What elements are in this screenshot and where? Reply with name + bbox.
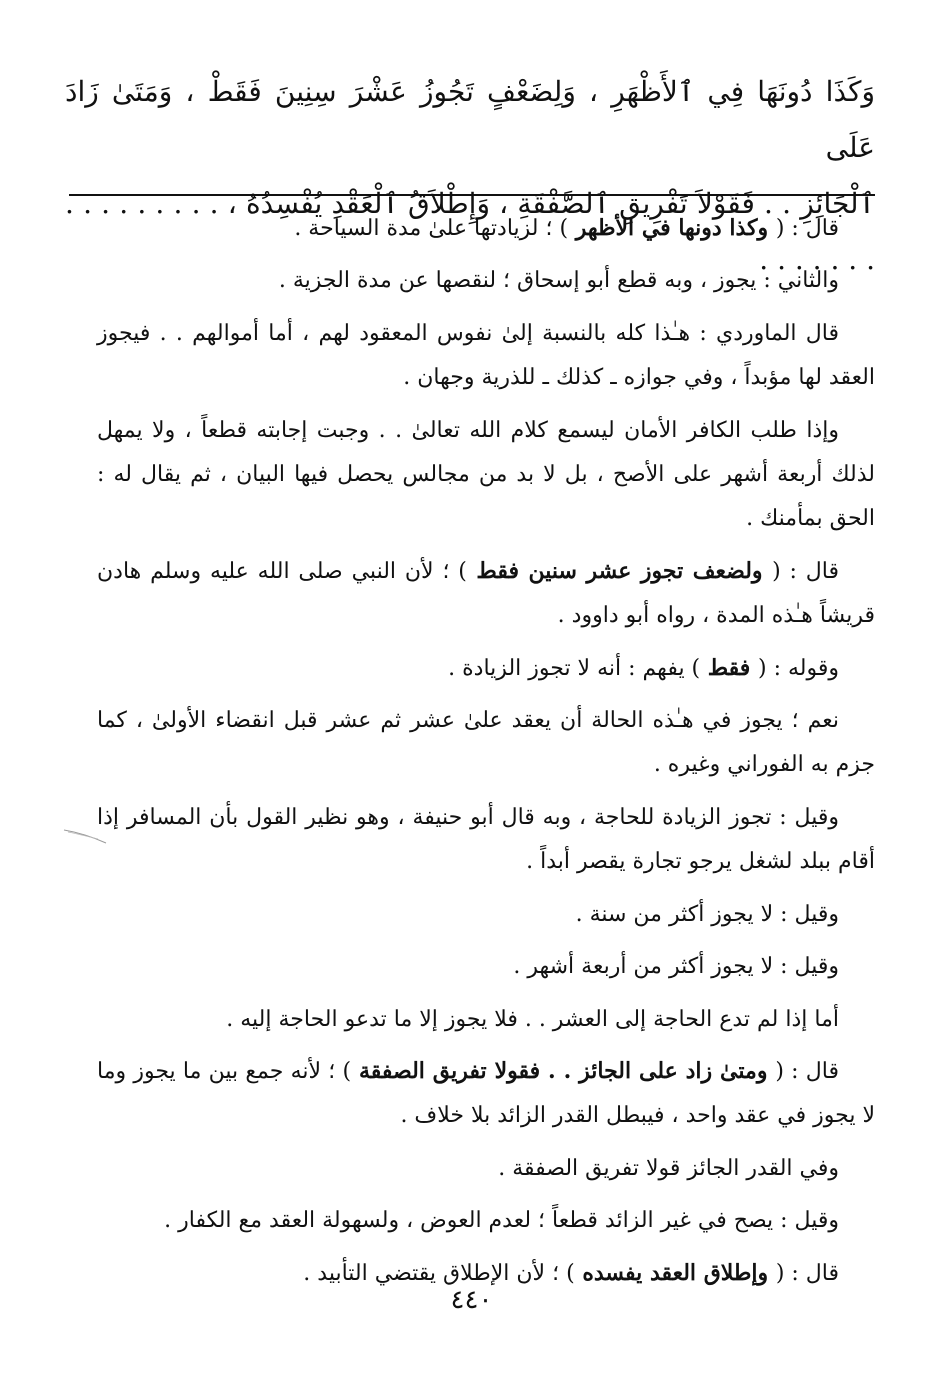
commentary-paragraph: وقيل : لا يجوز أكثر من أربعة أشهر . <box>513 954 839 980</box>
page-number: ٤٤٠ <box>450 1285 493 1315</box>
commentary-paragraph: قال : ( وكذا دونها في الأظهر ) ؛ لزيادتها علىٰ مدة السياحة . <box>294 215 839 241</box>
matn-line: وَكَذَا دُونَهَا فِي ٱلأَظْهَرِ ، وَلِضَعْفٍ تَجُوزُ عَشْرَ سِنِينَ فَقَطْ ، وَمَتَىٰ زَادَ عَلَى <box>65 75 875 164</box>
matn-line: ٱلْجَائِزِ . . فَقَوْلاَ تَفْرِيقِ ٱلصَّفْقَةِ ، وَإِطْلاَقُ ٱلْعَقْدِ يُفْسِدُهُ ، . . . . . . . . . . . . . . . . <box>65 187 875 276</box>
commentary-paragraph: وقوله : ( فقط ) يفهم : أنه لا تجوز الزيادة . <box>448 654 839 681</box>
commentary-paragraph: قال : ( ولضعف تجوز عشر سنين فقط ) ؛ لأن النبي صلى الله عليه وسلم هادن قريشاً هـٰذه المدة ، رواه أبو داوود . <box>97 557 875 629</box>
commentary-paragraph: وإذا طلب الكافر الأمان ليسمع كلام الله تعالىٰ . . وجبت إجابته قطعاً ، ولا يمهل لذلك أربعة أشهر على الأصح ، بل لا بد من مجالس يحصل فيها البيان ، ثم يقال له : الحق بمأمنك . <box>97 417 875 532</box>
commentary-paragraph: والثاني : يجوز ، وبه قطع أبو إسحاق ؛ لنقصها عن مدة الجزية . <box>278 268 839 294</box>
commentary-paragraph: قال الماوردي : هـٰذا كله بالنسبة إلىٰ نفوس المعقود لهم ، أما أموالهم . . فيجوز العقد لها مؤبداً ، وفي جوازه ـ كذلك ـ للذرية وجهان . <box>97 320 875 391</box>
commentary-paragraph: وقيل : يصح في غير الزائد قطعاً ؛ لعدم العوض ، ولسهولة العقد مع الكفار . <box>164 1208 839 1234</box>
commentary-paragraph: وقيل : لا يجوز أكثر من سنة . <box>575 901 839 927</box>
commentary-paragraph: قال : ( وإطلاق العقد يفسده ) ؛ لأن الإطلاق يقتضي التأبيد . <box>303 1259 839 1286</box>
commentary-paragraph: وفي القدر الجائز قولا تفريق الصفقة . <box>498 1155 839 1181</box>
commentary-paragraph: نعم ؛ يجوز في هـٰذه الحالة أن يعقد علىٰ عشر ثم عشر قبل انقضاء الأولىٰ ، كما جزم به الفوراني وغيره . <box>97 708 875 778</box>
separator-rule <box>69 194 875 196</box>
commentary-paragraph: أما إذا لم تدع الحاجة إلى العشر . . فلا يجوز إلا ما تدعو الحاجة إليه . <box>226 1006 839 1032</box>
margin-pencil-mark <box>62 826 108 846</box>
commentary-text <box>97 206 875 1303</box>
commentary-paragraph: قال : ( ومتىٰ زاد على الجائز . . فقولا تفريق الصفقة ) ؛ لأنه جمع بين ما يجوز وما لا يجوز في عقد واحد ، فيبطل القدر الزائد بلا خلاف . <box>97 1057 875 1129</box>
commentary-paragraph: وقيل : تجوز الزيادة للحاجة ، وبه قال أبو حنيفة ، وهو نظير القول بأن المسافر إذا أقام ببلد لشغل يرجو تجارة يقصر أبداً . <box>97 804 875 875</box>
